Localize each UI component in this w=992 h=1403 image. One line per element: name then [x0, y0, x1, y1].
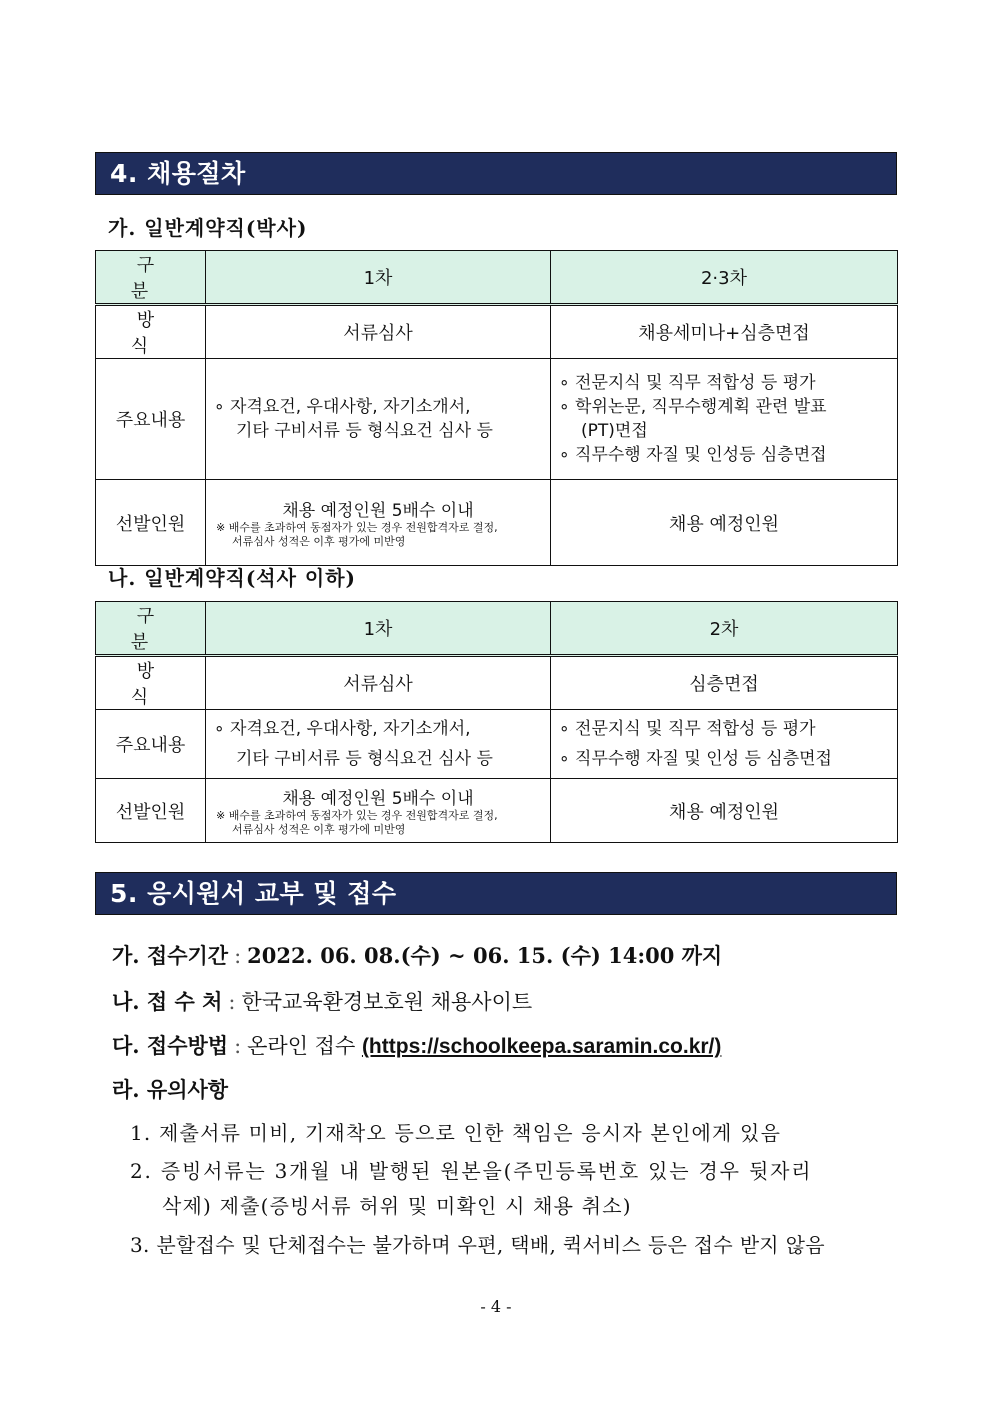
content-line: ∘ 자격요건, 우대사항, 자기소개서, [214, 719, 471, 739]
content-line: ∘ 전문지식 및 직무 적합성 등 평가 [559, 373, 816, 393]
note-item: 1. 제출서류 미비, 기재착오 등으로 인한 책임은 응시자 본인에게 있음 [130, 1121, 782, 1145]
row-label-selection: 선발인원 [96, 779, 206, 843]
note-line: ※ 배수를 초과하여 동점자가 있는 경우 전원합격자로 결정, [216, 521, 498, 534]
note-item: 2. 증빙서류는 3개월 내 발행된 원본을(주민등록번호 있는 경우 뒷자리 [130, 1159, 813, 1183]
content-line: 기타 구비서류 등 형식요건 심사 등 [236, 749, 493, 769]
separator: : [234, 1034, 242, 1058]
row-label-content: 주요내용 [96, 359, 206, 480]
subsection-a-title: 가. 일반계약직(박사) [108, 216, 308, 240]
method-stage-1: 서류심사 [206, 305, 551, 359]
header-stage-1: 1차 [206, 602, 551, 656]
content-line: ∘ 학위논문, 직무수행계획 관련 발표 [559, 397, 827, 417]
separator: : [234, 944, 242, 968]
note-item-continued: 삭제) 제출(증빙서류 허위 및 미확인 시 채용 취소) [162, 1194, 632, 1218]
method-label: 다. 접수방법 [112, 1033, 229, 1058]
separator: : [228, 990, 236, 1014]
notes-title-text: 라. 유의사항 [112, 1077, 229, 1102]
content-line: 기타 구비서류 등 형식요건 심사 등 [236, 421, 493, 441]
application-period [112, 940, 722, 970]
procedure-table-doctorate [95, 250, 898, 566]
method-stage-1: 서류심사 [206, 656, 551, 710]
selection-stage-2: 채용 예정인원 [551, 480, 898, 566]
content-stage-1 [206, 391, 550, 447]
selection-main: 채용 예정인원 5배수 이내 [282, 789, 474, 809]
row-label-method: 방 식 [130, 310, 177, 357]
content-stage-2 [551, 710, 897, 778]
method-stage-2: 심층면접 [551, 656, 898, 710]
page-number: - 4 - [480, 1297, 512, 1316]
selection-main: 채용 예정인원 5배수 이내 [282, 501, 474, 521]
header-stage-2: 2차 [551, 602, 898, 656]
note-line: ※ 배수를 초과하여 동점자가 있는 경우 전원합격자로 결정, [216, 809, 498, 822]
header-stage-2: 2·3차 [551, 251, 898, 305]
header-stage-1: 1차 [206, 251, 551, 305]
note-line: 서류심사 성적은 이후 평가에 미반영 [232, 535, 406, 548]
content-line: ∘ 직무수행 자질 및 인성등 심층면접 [559, 445, 827, 465]
header-category: 구 분 [130, 255, 177, 302]
application-place [112, 986, 532, 1016]
section-5-header: 5. 응시원서 교부 및 접수 [95, 872, 897, 915]
selection-note [206, 809, 550, 837]
place-label: 나. 접 수 처 [112, 989, 223, 1014]
note-item: 3. 분할접수 및 단체접수는 불가하며 우편, 택배, 퀵서비스 등은 접수 받지 않음 [130, 1233, 825, 1257]
notes-title [112, 1074, 228, 1104]
content-line: ∘ 전문지식 및 직무 적합성 등 평가 [559, 719, 816, 739]
content-line: ∘ 직무수행 자질 및 인성 등 심층면접 [559, 749, 832, 769]
method-value: 온라인 접수 [247, 1034, 356, 1058]
content-line: (PT)면접 [581, 421, 648, 441]
method-stage-2: 채용세미나+심층면접 [551, 305, 898, 359]
subsection-b-title: 나. 일반계약직(석사 이하) [108, 566, 357, 590]
row-label-selection: 선발인원 [96, 480, 206, 566]
content-stage-2 [551, 367, 897, 471]
application-method [112, 1030, 721, 1060]
content-line: ∘ 자격요건, 우대사항, 자기소개서, [214, 397, 471, 417]
procedure-table-masters [95, 601, 898, 843]
section-4-header: 4. 채용절차 [95, 152, 897, 195]
row-label-content: 주요내용 [96, 710, 206, 779]
content-stage-1 [206, 710, 550, 778]
application-site-link[interactable]: (https://schoolkeepa.saramin.co.kr/) [361, 1035, 722, 1058]
period-label: 가. 접수기간 [112, 943, 229, 968]
selection-note [206, 521, 550, 549]
place-value: 한국교육환경보호원 채용사이트 [241, 990, 533, 1014]
row-label-method: 방 식 [130, 661, 177, 708]
period-value: 2022. 06. 08.(수) ~ 06. 15. (수) 14:00 까지 [247, 943, 723, 968]
note-line: 서류심사 성적은 이후 평가에 미반영 [232, 823, 406, 836]
header-category: 구 분 [130, 606, 177, 653]
selection-stage-2: 채용 예정인원 [551, 779, 898, 843]
